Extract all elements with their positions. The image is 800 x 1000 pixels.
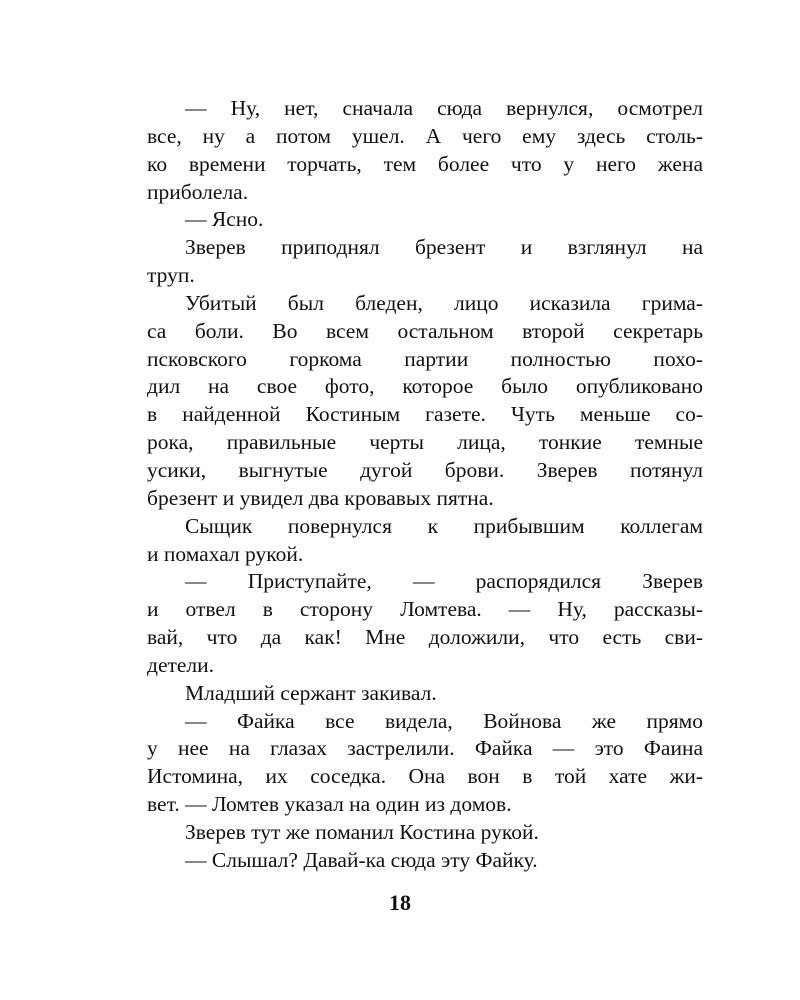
text-line: у нее на глазах застрелили. Файка — это Фаина — [147, 736, 703, 761]
page-number: 18 — [389, 890, 411, 915]
text-line: ко времени торчать, тем более что у него жена — [147, 151, 703, 176]
text-line: вай, что да как! Мне доложили, что есть сви- — [147, 625, 703, 650]
text-line: са боли. Во всем остальном второй секретарь — [147, 318, 703, 343]
text-line: дил на свое фото, которое было опубликовано — [147, 374, 703, 399]
text-line: Сыщик повернулся к прибывшим коллегам — [185, 513, 703, 538]
text-line: псковского горкома партии полностью похо- — [147, 346, 703, 371]
text-line: — Ну, нет, сначала сюда вернулся, осмотрел — [185, 96, 703, 120]
text-line: все, ну а потом ушел. А чего ему здесь столь- — [147, 123, 703, 148]
text-line: детели. — [147, 652, 215, 677]
text-line: — Слышал? Давай-ка сюда эту Файку. — [185, 847, 538, 872]
text-line: в найденной Костиным газете. Чуть меньше со- — [147, 402, 703, 427]
text-line: Истомина, их соседка. Она вон в той хате жи- — [147, 764, 703, 789]
text-line: Младший сержант закивал. — [185, 680, 437, 705]
text-line: и помахал рукой. — [147, 541, 304, 566]
text-line: — Файка все видела, Войнова же прямо — [185, 708, 703, 733]
text-line: приболела. — [147, 179, 249, 204]
text-line: труп. — [147, 263, 195, 288]
text-line: — Ясно. — [185, 207, 264, 232]
text-line: брезент и увидел два кровавых пятна. — [147, 485, 494, 510]
text-line: Зверев приподнял брезент и взглянул на — [185, 235, 703, 260]
text-line: вет. — Ломтев указал на один из домов. — [147, 792, 512, 817]
body-text — [147, 95, 703, 875]
text-line: Зверев тут же поманил Костина рукой. — [185, 819, 539, 844]
text-line: Убитый был бледен, лицо исказила грима- — [185, 290, 703, 315]
text-line: усики, выгнутые дугой брови. Зверев потянул — [147, 457, 703, 482]
text-line: — Приступайте, — распорядился Зверев — [185, 569, 703, 594]
text-line: и отвел в сторону Ломтева. — Ну, рассказы- — [147, 597, 703, 622]
text-line: рока, правильные черты лица, тонкие темные — [147, 430, 703, 455]
